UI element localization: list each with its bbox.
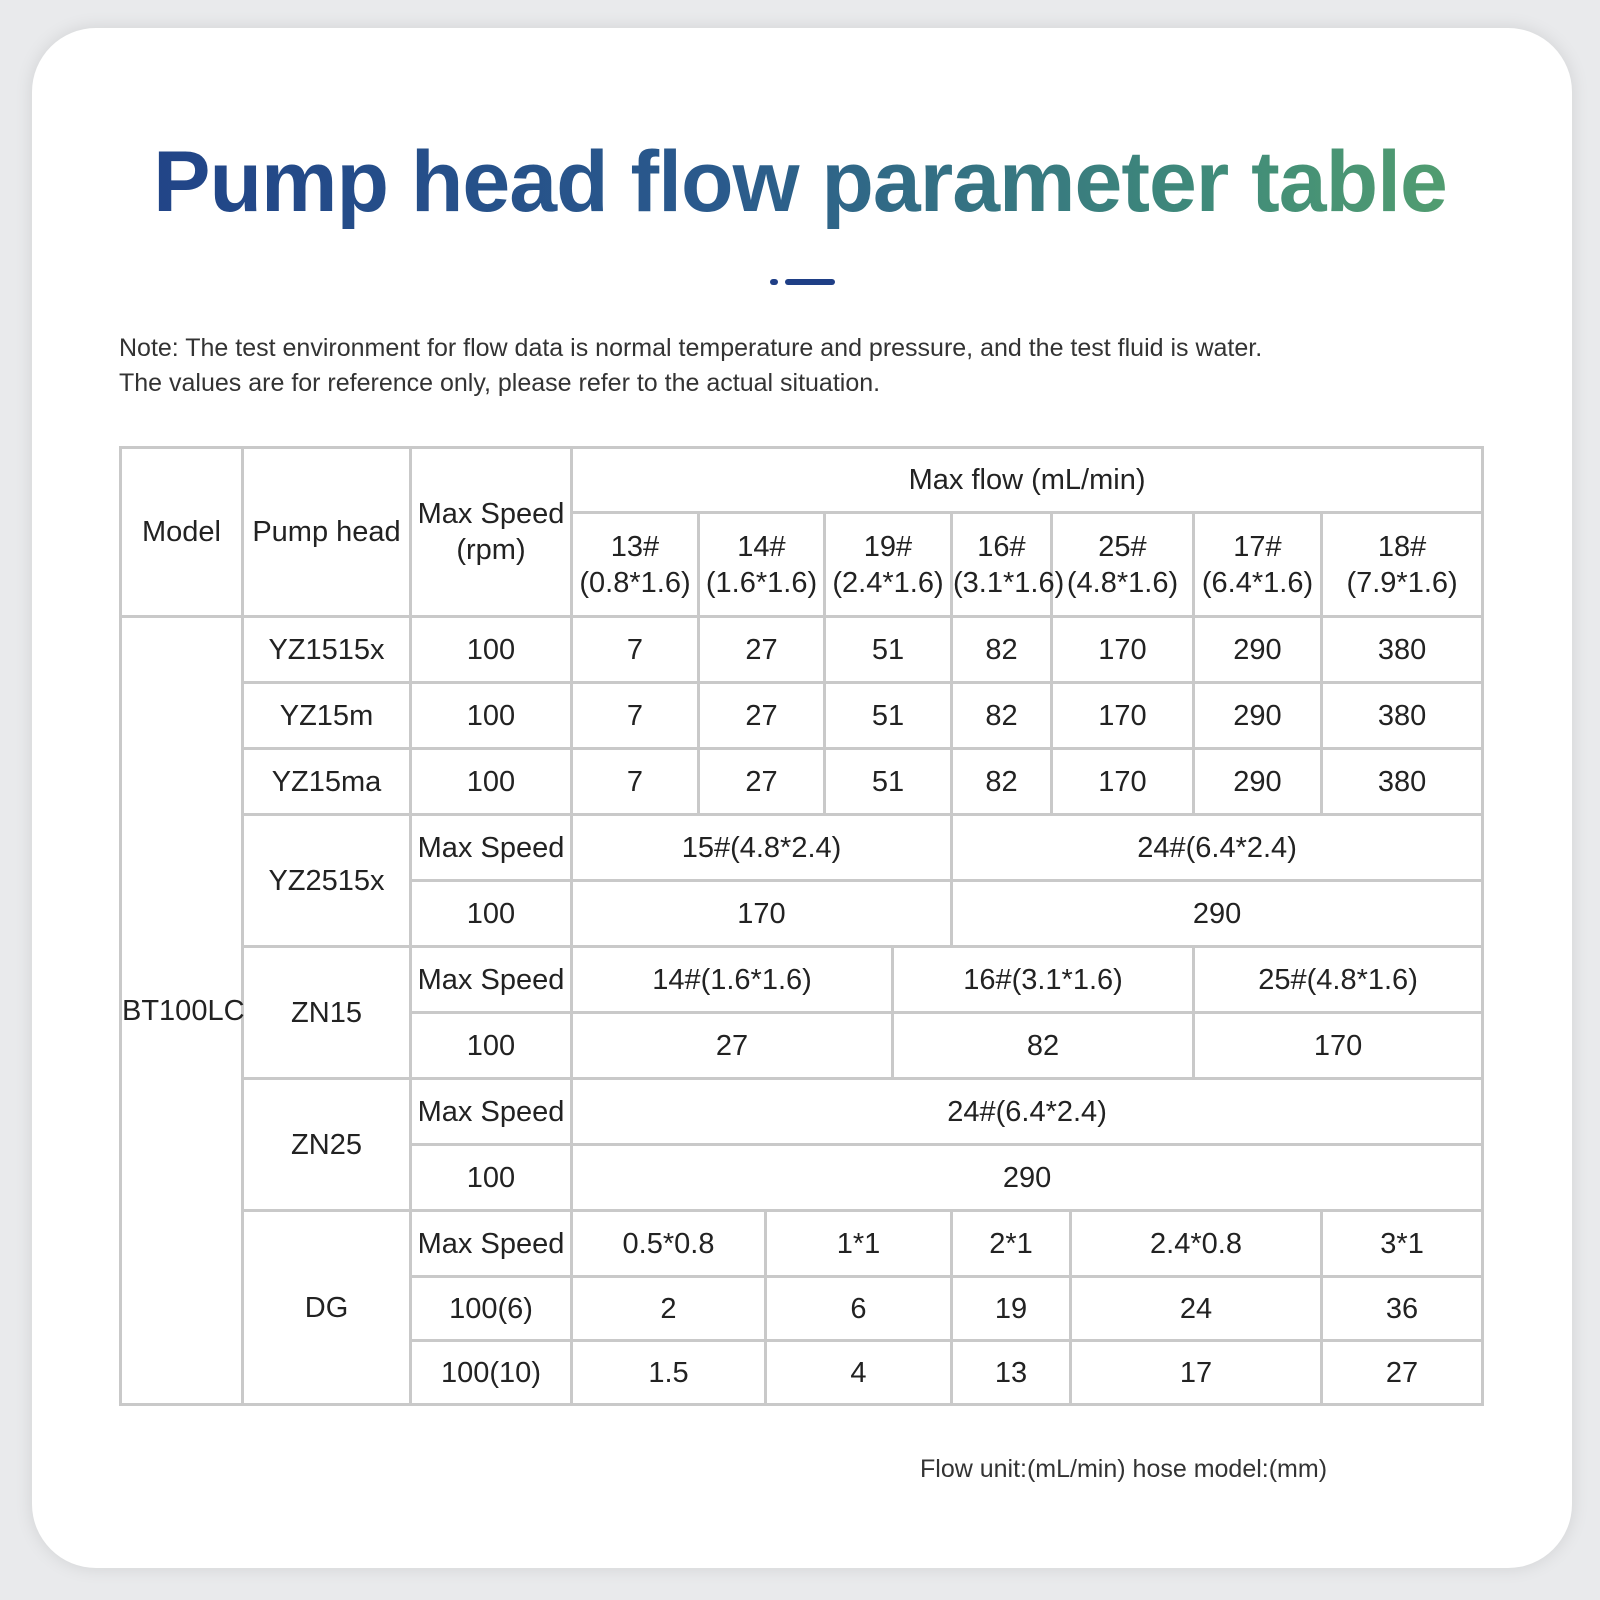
hose-cell: 3*1 [1322, 1211, 1483, 1277]
flow-cell: 51 [825, 683, 952, 749]
flow-cell: 24 [1071, 1277, 1322, 1341]
flow-cell: 27 [699, 617, 825, 683]
hose-num: 18# [1377, 530, 1427, 563]
flow-cell: 7 [572, 617, 699, 683]
flow-cell: 82 [952, 749, 1052, 815]
note [119, 331, 1519, 401]
hose-cell: 14#(1.6*1.6) [572, 947, 893, 1013]
hose-cell: 2*1 [952, 1211, 1071, 1277]
speed-cell: 100 [411, 749, 572, 815]
flow-cell: 19 [952, 1277, 1071, 1341]
hose-cell: 25#(4.8*1.6) [1194, 947, 1483, 1013]
hose-size: (6.4*1.6) [1201, 566, 1314, 599]
title-divider-dot [770, 279, 778, 285]
header-row [121, 448, 1483, 513]
hose-size: (4.8*1.6) [1066, 566, 1179, 599]
pump-head-cell: ZN15 [243, 947, 411, 1079]
hose-cell: 0.5*0.8 [572, 1211, 766, 1277]
max-speed-label: Max Speed [411, 1079, 572, 1145]
hose-num: 25# [1098, 530, 1147, 563]
header-pump-head: Pump head [243, 448, 411, 617]
flow-cell: 170 [1052, 683, 1194, 749]
table-row [121, 815, 1483, 881]
flow-cell: 51 [825, 617, 952, 683]
header-max-speed [411, 448, 572, 617]
flow-cell: 380 [1322, 749, 1483, 815]
speed-cell: 100 [411, 1145, 572, 1211]
flow-cell: 290 [1194, 749, 1322, 815]
hose-num: 13# [610, 530, 660, 563]
hose-cell: 16#(3.1*1.6) [893, 947, 1194, 1013]
hose-header [825, 513, 952, 617]
table-row [121, 1079, 1483, 1145]
flow-cell: 4 [766, 1341, 952, 1405]
flow-cell: 380 [1322, 683, 1483, 749]
hose-size: (2.4*1.6) [832, 566, 944, 599]
pump-head-cell: YZ15m [243, 683, 411, 749]
flow-cell: 51 [825, 749, 952, 815]
note-line-1: Note: The test environment for flow data is normal temperature and pressure, and the test fluid is water. [119, 334, 1263, 362]
hose-size: (7.9*1.6) [1346, 566, 1458, 599]
flow-cell: 7 [572, 749, 699, 815]
flow-cell: 2 [572, 1277, 766, 1341]
flow-cell: 82 [952, 683, 1052, 749]
hose-num: 16# [977, 530, 1026, 563]
speed-cell: 100(10) [411, 1341, 572, 1405]
hose-num: 17# [1233, 530, 1282, 563]
flow-cell: 7 [572, 683, 699, 749]
title-divider-bar [785, 279, 835, 285]
speed-cell: 100 [411, 1013, 572, 1079]
page-title: Pump head flow parameter table [0, 132, 1600, 232]
table-row [121, 683, 1483, 749]
note-line-2: The values are for reference only, please refer to the actual situation. [119, 369, 881, 397]
flow-cell: 380 [1322, 617, 1483, 683]
flow-cell: 290 [572, 1145, 1483, 1211]
hose-header [1322, 513, 1483, 617]
hose-header [1194, 513, 1322, 617]
flow-cell: 290 [1194, 683, 1322, 749]
flow-cell: 82 [952, 617, 1052, 683]
hose-header [572, 513, 699, 617]
hose-cell: 24#(6.4*2.4) [952, 815, 1483, 881]
flow-cell: 36 [1322, 1277, 1483, 1341]
flow-cell: 82 [893, 1013, 1194, 1079]
hose-size: (0.8*1.6) [579, 566, 691, 599]
unit-footnote: Flow unit:(mL/min) hose model:(mm) [920, 1455, 1328, 1483]
hose-header [1052, 513, 1194, 617]
header-max-flow: Max flow (mL/min) [572, 448, 1483, 513]
hose-size: (3.1*1.6) [953, 566, 1065, 599]
flow-cell: 170 [1052, 749, 1194, 815]
hose-header [699, 513, 825, 617]
table-row [121, 1211, 1483, 1277]
flow-cell: 1.5 [572, 1341, 766, 1405]
flow-parameter-table [119, 446, 1484, 1406]
table-row [121, 749, 1483, 815]
pump-head-cell: YZ2515x [243, 815, 411, 947]
speed-cell: 100 [411, 617, 572, 683]
flow-cell: 17 [1071, 1341, 1322, 1405]
table-row [121, 947, 1483, 1013]
flow-cell: 27 [1322, 1341, 1483, 1405]
model-cell: BT100LC [121, 617, 243, 1405]
speed-cell: 100(6) [411, 1277, 572, 1341]
hose-size: (1.6*1.6) [705, 566, 818, 599]
hose-num: 19# [863, 530, 913, 563]
pump-head-cell: ZN25 [243, 1079, 411, 1211]
flow-cell: 27 [699, 749, 825, 815]
pump-head-cell: DG [243, 1211, 411, 1405]
max-speed-label: Max Speed [411, 947, 572, 1013]
flow-cell: 290 [1194, 617, 1322, 683]
flow-cell: 13 [952, 1341, 1071, 1405]
table-row [121, 617, 1483, 683]
flow-cell: 27 [572, 1013, 893, 1079]
hose-cell: 2.4*0.8 [1071, 1211, 1322, 1277]
header-max-speed-unit: (rpm) [456, 534, 526, 566]
flow-cell: 27 [699, 683, 825, 749]
hose-num: 14# [737, 530, 786, 563]
hose-header [952, 513, 1065, 617]
flow-cell: 6 [766, 1277, 952, 1341]
flow-cell: 290 [952, 881, 1483, 947]
header-max-speed-label: Max Speed [417, 498, 565, 530]
hose-cell: 15#(4.8*2.4) [572, 815, 952, 881]
max-speed-label: Max Speed [411, 1211, 572, 1277]
hose-cell: 1*1 [766, 1211, 952, 1277]
hose-cell: 24#(6.4*2.4) [572, 1079, 1483, 1145]
speed-cell: 100 [411, 881, 572, 947]
max-speed-label: Max Speed [411, 815, 572, 881]
flow-cell: 170 [572, 881, 952, 947]
header-model: Model [121, 448, 243, 617]
speed-cell: 100 [411, 683, 572, 749]
flow-cell: 170 [1194, 1013, 1483, 1079]
pump-head-cell: YZ15ma [243, 749, 411, 815]
flow-cell: 170 [1052, 617, 1194, 683]
pump-head-cell: YZ1515x [243, 617, 411, 683]
